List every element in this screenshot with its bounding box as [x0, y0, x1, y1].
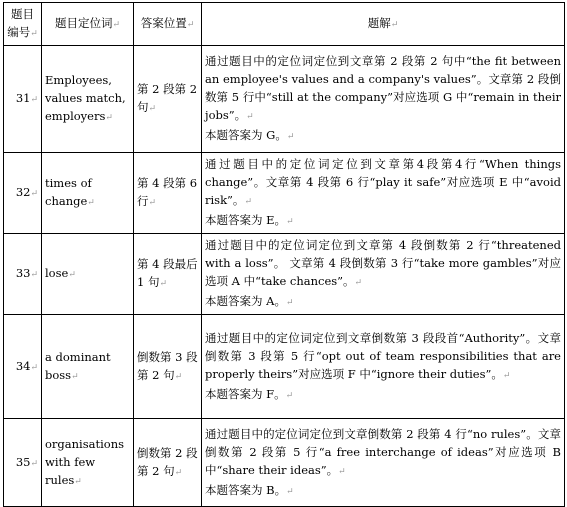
answer-position: 第 4 段最后 1 句↵ [134, 234, 202, 315]
solution-cell: 通过题目中的定位词定位到文章第 2 段第 2 句中“the fit between an employee's values and a company's values”。文章第 2 段倒数第 5 行中“still at the company”对应选项 G 中“remain in their jobs”。↵ 本题答案为 G。↵ [202, 46, 565, 153]
header-keyword: 题目定位词↵ [42, 3, 134, 46]
solution-cell: 通过题目中的定位词定位到文章倒数第 3 段段首“Authority”。文章倒数第 3 段第 5 行“opt out of team responsibilities that are properly theirs”对应选项 F 中“ignore their duties”。↵ 本题答案为 F。↵ [202, 315, 565, 419]
solution-answer: 本题答案为 G。 [205, 128, 287, 142]
table-header-row [4, 3, 565, 46]
solution-answer: 本题答案为 A。 [205, 294, 286, 308]
solution-explanation: 通过题目中的定位词定位到文章倒数第 3 段段首“Authority”。文章倒数第 3 段第 5 行“opt out of team responsibilities that are properly theirs”对应选项 F 中“ignore their duties”。 [205, 330, 561, 381]
question-number: 31↵ [4, 46, 42, 153]
header-number: 题目 编号↵ [4, 3, 42, 46]
solution-explanation: 通过题目中的定位词定位到文章倒数第 2 段第 4 行“no rules”。文章倒数第 2 段第 5 行“a free interchange of ideas”对应选项 B 中“share their ideas”。 [205, 426, 561, 477]
solution-cell: 通过题目中的定位词定位到文章倒数第 2 段第 4 行“no rules”。文章倒数第 2 段第 5 行“a free interchange of ideas”对应选项 B 中“share their ideas”。↵ 本题答案为 B。↵ [202, 419, 565, 507]
solution-answer: 本题答案为 F。 [205, 386, 286, 401]
answer-position: 倒数第 3 段第 2 句↵ [134, 315, 202, 419]
answer-position: 第 2 段第 2 句↵ [134, 46, 202, 153]
answer-position: 第 4 段第 6 行↵ [134, 153, 202, 234]
header-explanation: 题解↵ [202, 3, 565, 46]
question-number: 35↵ [4, 419, 42, 507]
table-row [4, 153, 565, 234]
question-number: 32↵ [4, 153, 42, 234]
question-number: 33↵ [4, 234, 42, 315]
table-row [4, 419, 565, 507]
solution-explanation: 通过题目中的定位词定位到文章第 2 段第 2 句中“the fit between an employee's values and a company's values”。文章第 2 段倒数第 5 行中“still at the company”对应选项 G 中“remain in their jobs”。 [205, 54, 561, 122]
table-row [4, 234, 565, 315]
question-keyword: times of change↵ [42, 153, 134, 234]
solution-explanation: 通过题目中的定位词定位到文章第4段第4行“When things change”。文章第 4 段第 6 行“play it safe”对应选项 E 中“avoid risk”。 [205, 157, 561, 207]
table-row [4, 315, 565, 419]
solution-explanation: 通过题目中的定位词定位到文章第 4 段倒数第 2 行“threatened with a loss”。 文章第 4 段倒数第 3 行“take more gambles”对应选项 A 中“take chances”。 [205, 238, 561, 288]
table-row [4, 46, 565, 153]
question-keyword: Employees, values match, employers↵ [42, 46, 134, 153]
answer-table [3, 2, 565, 507]
answer-position: 倒数第 2 段第 2 句↵ [134, 419, 202, 507]
solution-cell: 通过题目中的定位词定位到文章第 4 段倒数第 2 行“threatened with a loss”。 文章第 4 段倒数第 3 行“take more gambles”对应选项 A 中“take chances”。↵ 本题答案为 A。↵ [202, 234, 565, 315]
header-position: 答案位置↵ [134, 3, 202, 46]
question-keyword: a dominant boss↵ [42, 315, 134, 419]
question-keyword: lose↵ [42, 234, 134, 315]
solution-answer: 本题答案为 E。 [205, 213, 287, 227]
question-keyword: organisations with few rules↵ [42, 419, 134, 507]
question-number: 34↵ [4, 315, 42, 419]
solution-answer: 本题答案为 B。 [205, 482, 287, 497]
solution-cell: 通过题目中的定位词定位到文章第4段第4行“When things change”。文章第 4 段第 6 行“play it safe”对应选项 E 中“avoid risk”。↵ 本题答案为 E。↵ [202, 153, 565, 234]
